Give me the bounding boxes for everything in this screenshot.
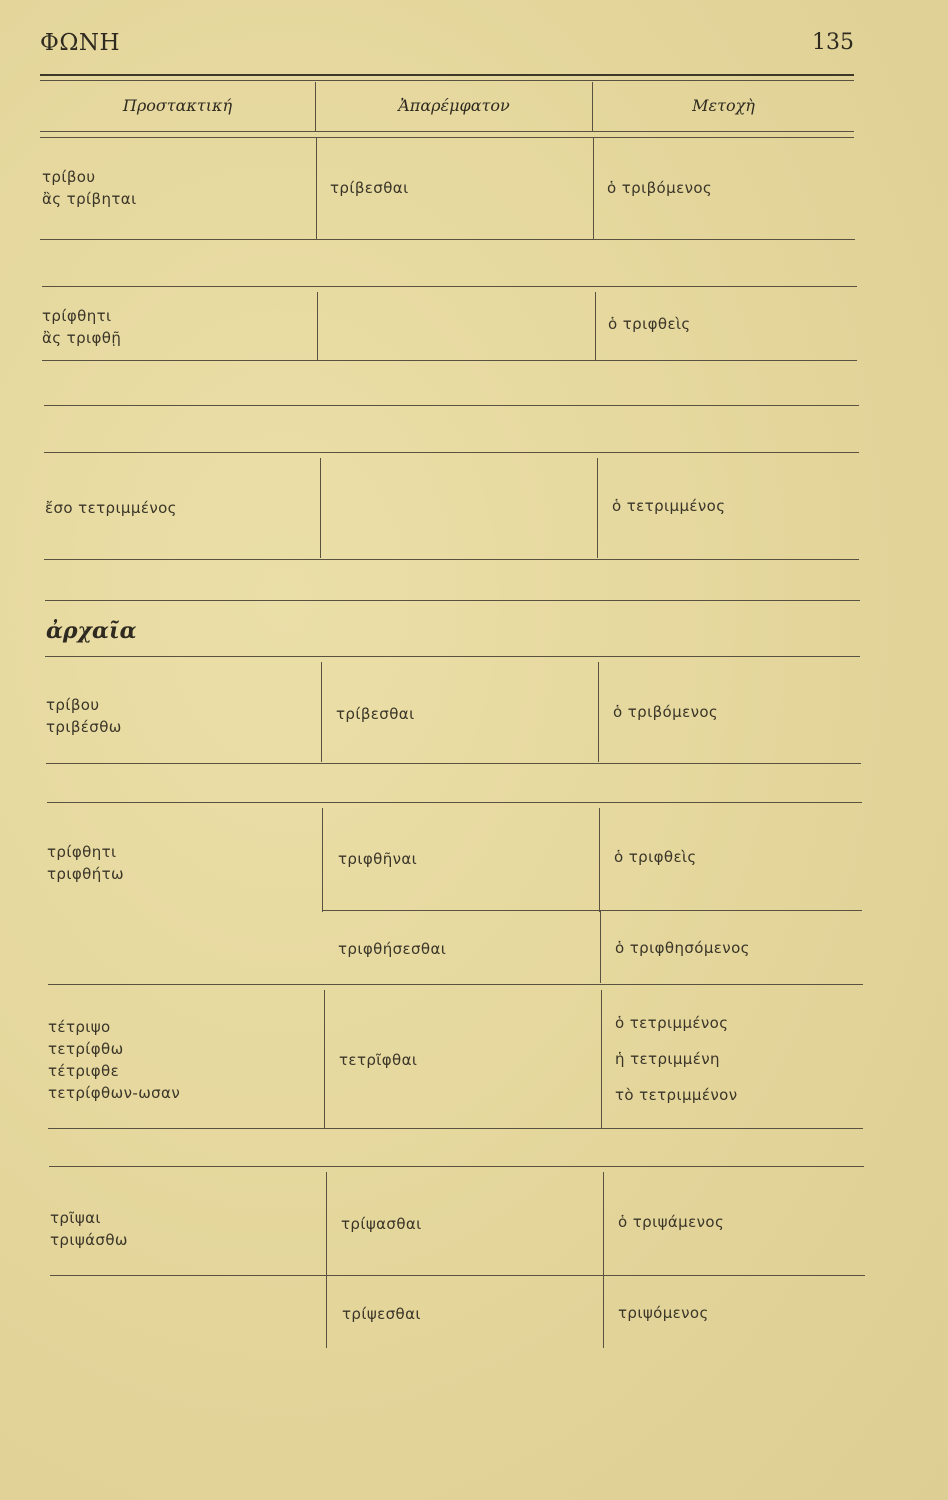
column-divider — [597, 458, 598, 558]
column-divider — [599, 808, 600, 912]
row-rule — [50, 1275, 865, 1276]
section-rule — [45, 600, 860, 601]
row-rule — [322, 910, 862, 911]
column-divider — [316, 137, 317, 239]
modern-row2-participle: ὁ τριφθεὶς — [608, 315, 691, 333]
row-rule — [49, 1166, 864, 1167]
row-rule — [42, 360, 857, 361]
row-rule — [48, 984, 863, 985]
ancient-row2-infinitive: τριφθῆναι — [338, 850, 418, 868]
column-divider — [324, 990, 325, 1128]
ancient-row1-participle: ὁ τριβόμενος — [613, 703, 719, 721]
column-divider — [320, 458, 321, 558]
column-divider — [595, 292, 596, 360]
ancient-row3-participle: ὁ τριφθησόμενος — [615, 939, 750, 957]
column-divider — [322, 808, 323, 912]
row-rule — [48, 1128, 863, 1129]
modern-row2-imperative: τρίφθητι ἂς τριφθῇ — [42, 307, 122, 347]
header-divider — [315, 82, 316, 132]
header-imperative: Προστακτική — [122, 96, 233, 115]
row-rule — [44, 452, 859, 453]
row-rule — [46, 763, 861, 764]
row-rule — [47, 802, 862, 803]
ancient-row4-infinitive: τετρῖφθαι — [339, 1051, 418, 1069]
header-bottom-rule — [40, 131, 854, 132]
row-rule — [40, 239, 855, 240]
column-divider — [603, 1172, 604, 1348]
ancient-row3-infinitive: τριφθήσεσθαι — [338, 940, 447, 958]
header-infinitive: Ἀπαρέμφατον — [398, 96, 510, 115]
row-rule — [42, 286, 857, 287]
column-divider — [321, 662, 322, 762]
modern-row3-participle: ὁ τετριμμένος — [612, 497, 726, 515]
modern-row1-imperative: τρίβου ἂς τρίβηται — [42, 168, 137, 208]
ancient-row2-imperative: τρίφθητι τριφθήτω — [47, 843, 124, 883]
top-rule-thin — [40, 80, 854, 81]
column-divider — [317, 292, 318, 360]
section-title-ancient: ἀρχαῖα — [46, 618, 137, 644]
ancient-row4-participle: ὁ τετριμμένος ἡ τετριμμένη τὸ τετριμμένον — [615, 1014, 738, 1104]
row-rule — [44, 559, 859, 560]
running-head: ΦΩΝΗ — [40, 30, 121, 56]
page-number: 135 — [812, 30, 854, 55]
ancient-row5-participle: ὁ τριψάμενος — [618, 1213, 725, 1231]
ancient-row6-infinitive: τρίψεσθαι — [342, 1305, 421, 1323]
section-rule — [45, 656, 860, 657]
modern-row3-imperative: ἔσο τετριμμένος — [45, 499, 177, 517]
row-rule — [44, 405, 859, 406]
ancient-row4-imperative: τέτριψο τετρίφθω τέτριφθε τετρίφθων-ωσαν — [48, 1018, 181, 1102]
ancient-row6-participle: τριψόμενος — [618, 1304, 709, 1322]
ancient-row5-infinitive: τρίψασθαι — [341, 1215, 422, 1233]
modern-row1-infinitive: τρίβεσθαι — [330, 179, 409, 197]
modern-row1-participle: ὁ τριβόμενος — [607, 179, 713, 197]
column-divider — [593, 137, 594, 239]
ancient-row2-participle: ὁ τριφθεὶς — [614, 848, 697, 866]
column-divider — [326, 1172, 327, 1348]
header-participle: Μετοχὴ — [692, 96, 755, 115]
column-divider — [598, 662, 599, 762]
ancient-row5-imperative: τρῖψαι τριψάσθω — [50, 1209, 128, 1249]
top-rule — [40, 74, 854, 76]
column-divider — [600, 911, 601, 983]
column-divider — [601, 990, 602, 1128]
ancient-row1-infinitive: τρίβεσθαι — [336, 705, 415, 723]
header-divider — [592, 82, 593, 132]
ancient-row1-imperative: τρίβου τριβέσθω — [46, 696, 122, 736]
row-rule — [40, 137, 854, 138]
